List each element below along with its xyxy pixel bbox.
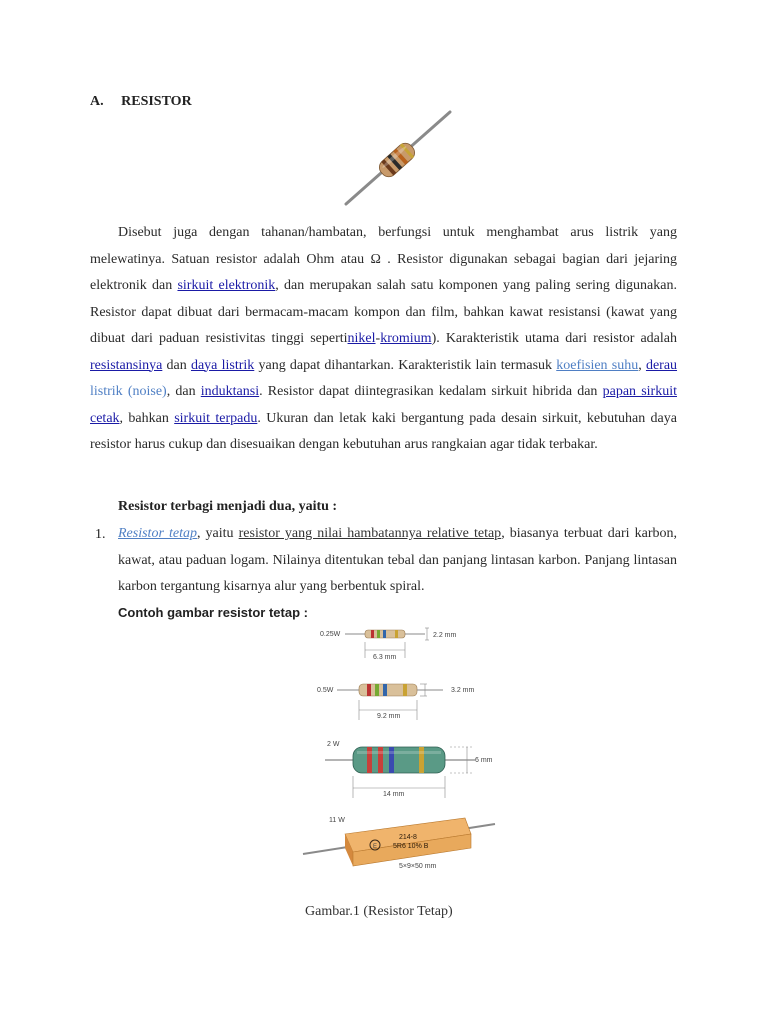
dims-label: 5×9×50 mm bbox=[399, 863, 437, 870]
power-label: 2 W bbox=[327, 741, 340, 748]
diameter-label: 2.2 mm bbox=[433, 632, 457, 639]
link-papan-sirkuit-cetak[interactable]: papan sirkuit cetak bbox=[90, 384, 677, 426]
list-number: 1. bbox=[95, 527, 106, 542]
marking-line1: 214-8 bbox=[399, 834, 417, 841]
diameter-label: 3.2 mm bbox=[451, 687, 475, 694]
link-koefisien-suhu[interactable]: koefisien suhu bbox=[556, 357, 639, 373]
power-label: 11 W bbox=[329, 817, 345, 824]
resistor-2w bbox=[325, 741, 493, 798]
link-daya-listrik[interactable]: daya listrik bbox=[190, 357, 255, 373]
length-label: 6.3 mm bbox=[373, 654, 397, 661]
section-number: A. bbox=[90, 94, 104, 109]
fixed-resistor-figure bbox=[295, 622, 505, 872]
link-resistansinya[interactable]: resistansinya bbox=[90, 357, 163, 373]
division-intro: Resistor terbagi menjadi dua, yaitu : bbox=[118, 499, 338, 514]
list-item: Resistor tetap, yaitu resistor yang nilai hambatannya relative tetap, biasanya terbuat dari karbon, kawat, atau paduan logam. Nilainya ditentukan tebal dan panjang lintasan karbon. Panjang lintasan karbon tergantung kisarnya alur yang berbentuk spiral. bbox=[118, 526, 678, 594]
link-resistor-tetap[interactable]: Resistor tetap bbox=[118, 526, 197, 541]
svg-text:E: E bbox=[373, 844, 378, 850]
length-label: 9.2 mm bbox=[377, 713, 401, 720]
resistor-025w bbox=[320, 628, 457, 661]
link-derau[interactable]: derau bbox=[645, 357, 678, 373]
resistor-description: Disebut juga dengan tahanan/hambatan, berfungsi untuk menghambat arus listrik yang melewatinya. Satuan resistor adalah Ohm atau Ω . Resistor digunakan sebagai bagian dari jejaring elektronik dan sirkuit elektronik, dan merupakan salah satu komponen yang paling sering digunakan. Resistor dapat dibuat dari bermacam-macam kompon dan film, bahkan kawat resistansi (kawat yang dibuat dari paduan resistivitas tinggi sepertinikel-kromium). Karakteristik utama dari resistor adalah resistansinya dan daya listrik yang dapat dihantarkan. Karakteristik lain termasuk koefisien suhu, derau listrik (noise), dan induktansi. Resistor dapat diintegrasikan kedalam sirkuit hibrida dan papan sirkuit cetak, bahkan sirkuit terpadu. Ukuran dan letak kaki bergantung pada desain sirkuit, kebutuhan daya resistor harus cukup dan disesuaikan dengan kebutuhan arus rangkaian agar tidak terbakar. bbox=[90, 225, 678, 452]
link-nikel[interactable]: nikel bbox=[347, 331, 376, 346]
resistor-photo bbox=[340, 108, 455, 208]
power-label: 0.25W bbox=[320, 631, 341, 638]
link-induktansi[interactable]: induktansi bbox=[200, 384, 260, 399]
link-sirkuit-elektronik[interactable]: sirkuit elektronik bbox=[177, 278, 276, 293]
section-heading bbox=[90, 94, 192, 110]
link-kromium[interactable]: kromium bbox=[380, 331, 432, 346]
example-title: Contoh gambar resistor tetap : bbox=[118, 605, 308, 620]
resistor-11w bbox=[303, 817, 495, 870]
resistor-05w bbox=[317, 684, 475, 720]
diameter-label: 6 mm bbox=[475, 757, 493, 764]
link-sirkuit-terpadu[interactable]: sirkuit terpadu bbox=[174, 410, 258, 426]
section-title: RESISTOR bbox=[121, 94, 192, 109]
figure-caption: Gambar.1 (Resistor Tetap) bbox=[305, 904, 453, 919]
power-label: 0.5W bbox=[317, 687, 334, 694]
marking-line2: 5R6 10% B bbox=[393, 843, 429, 850]
length-label: 14 mm bbox=[383, 791, 405, 798]
